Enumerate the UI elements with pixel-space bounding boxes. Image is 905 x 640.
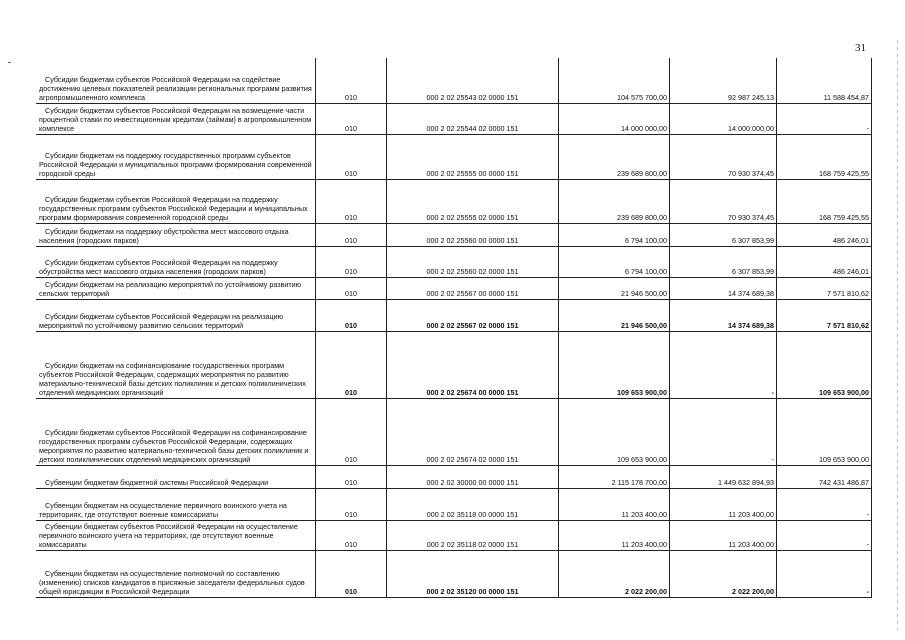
row-executed-amount: 70 930 374,45 [670, 134, 777, 179]
row-description: Субсидии бюджетам субъектов Российской Федерации на поддержку государственных программ субъектов Российской Федерации и муниципальных программ формирования современной городской среды [37, 179, 316, 223]
table-row [37, 550, 872, 597]
row-approved-amount: 239 689 800,00 [559, 134, 670, 179]
row-unexecuted-amount: 168 759 425,55 [777, 179, 872, 223]
row-income-code: 000 2 02 30000 00 0000 151 [387, 465, 559, 488]
row-line-code: 010 [316, 277, 387, 299]
row-unexecuted-amount: 7 571 810,62 [777, 299, 872, 331]
row-description: Субсидии бюджетам субъектов Российской Федерации на реализацию мероприятий по устойчивому развитию сельских территорий [37, 299, 316, 331]
row-executed-amount: 14 374 689,38 [670, 277, 777, 299]
row-income-code: 000 2 02 35118 00 0000 151 [387, 488, 559, 520]
row-line-code: 010 [316, 103, 387, 134]
row-executed-amount: 11 203 400,00 [670, 488, 777, 520]
row-executed-amount: - [670, 331, 777, 398]
row-income-code: 000 2 02 35118 02 0000 151 [387, 520, 559, 550]
row-income-code: 000 2 02 25560 02 0000 151 [387, 246, 559, 277]
row-unexecuted-amount: 168 759 425,55 [777, 134, 872, 179]
scan-mark [8, 62, 11, 63]
row-line-code: 010 [316, 465, 387, 488]
row-executed-amount: 2 022 200,00 [670, 550, 777, 597]
row-executed-amount: 14 000 000,00 [670, 103, 777, 134]
table-row [37, 103, 872, 134]
row-income-code: 000 2 02 25567 00 0000 151 [387, 277, 559, 299]
row-approved-amount: 109 653 900,00 [559, 331, 670, 398]
table-row [37, 398, 872, 465]
row-income-code: 000 2 02 25544 02 0000 151 [387, 103, 559, 134]
table-row [37, 277, 872, 299]
row-description: Субсидии бюджетам субъектов Российской Федерации на поддержку обустройства мест массового отдыха населения (городских парков) [37, 246, 316, 277]
row-description: Субвенции бюджетам на осуществление полномочий по составлению (изменению) списков кандидатов в присяжные заседатели федеральных судов общей юрисдикции в Российской Федерации [37, 550, 316, 597]
row-line-code: 010 [316, 520, 387, 550]
row-line-code: 010 [316, 223, 387, 246]
row-line-code: 010 [316, 488, 387, 520]
row-income-code: 000 2 02 35120 00 0000 151 [387, 550, 559, 597]
table-row [37, 246, 872, 277]
row-unexecuted-amount: - [777, 103, 872, 134]
row-income-code: 000 2 02 25543 02 0000 151 [387, 58, 559, 103]
table-row [37, 179, 872, 223]
row-line-code: 010 [316, 58, 387, 103]
page-number: 31 [855, 42, 866, 54]
row-executed-amount: 6 307 853,99 [670, 246, 777, 277]
row-income-code: 000 2 02 25674 00 0000 151 [387, 331, 559, 398]
row-line-code: 010 [316, 246, 387, 277]
row-unexecuted-amount: - [777, 488, 872, 520]
row-approved-amount: 21 946 500,00 [559, 277, 670, 299]
row-description: Субсидии бюджетам субъектов Российской Федерации на возмещение части процентной ставки по инвестиционным кредитам (займам) в агропромышленном комплексе [37, 103, 316, 134]
row-approved-amount: 11 203 400,00 [559, 488, 670, 520]
row-description: Субсидии бюджетам на поддержку государственных программ субъектов Российской Федерации и муниципальных программ формирования современной городской среды [37, 134, 316, 179]
row-approved-amount: 6 794 100,00 [559, 246, 670, 277]
budget-table [36, 58, 872, 598]
row-income-code: 000 2 02 25674 02 0000 151 [387, 398, 559, 465]
row-line-code: 010 [316, 331, 387, 398]
row-approved-amount: 239 689 800,00 [559, 179, 670, 223]
row-executed-amount: 11 203 400,00 [670, 520, 777, 550]
table-row [37, 331, 872, 398]
row-description: Субвенции бюджетам на осуществление первичного воинского учета на территориях, где отсутствуют военные комиссариаты [37, 488, 316, 520]
row-unexecuted-amount: 742 431 486,87 [777, 465, 872, 488]
row-description: Субвенции бюджетам субъектов Российской Федерации на осуществление первичного воинского учета на территориях, где отсутствуют военные комиссариаты [37, 520, 316, 550]
row-unexecuted-amount: 7 571 810,62 [777, 277, 872, 299]
table-row [37, 488, 872, 520]
row-description: Субсидии бюджетам субъектов Российской Федерации на софинансирование государственных программ субъектов Российской Федерации, содержащих мероприятия по развитию материально-технической базы детских поликлиник и детских поликлинических отделений медицинских организаций [37, 398, 316, 465]
row-approved-amount: 104 575 700,00 [559, 58, 670, 103]
table-row [37, 299, 872, 331]
row-executed-amount: 92 987 245,13 [670, 58, 777, 103]
row-description: Субсидии бюджетам субъектов Российской Федерации на содействие достижению целевых показателей реализации региональных программ развития агропромышленного комплекса [37, 58, 316, 103]
row-executed-amount: 1 449 632 894,93 [670, 465, 777, 488]
row-income-code: 000 2 02 25560 00 0000 151 [387, 223, 559, 246]
row-unexecuted-amount: 486 246,01 [777, 246, 872, 277]
row-description: Субсидии бюджетам на реализацию мероприятий по устойчивому развитию сельских территорий [37, 277, 316, 299]
row-income-code: 000 2 02 25555 00 0000 151 [387, 134, 559, 179]
table-row [37, 223, 872, 246]
row-unexecuted-amount: 109 653 900,00 [777, 398, 872, 465]
row-income-code: 000 2 02 25555 02 0000 151 [387, 179, 559, 223]
row-unexecuted-amount: - [777, 520, 872, 550]
table-row [37, 134, 872, 179]
row-approved-amount: 2 022 200,00 [559, 550, 670, 597]
page-edge [897, 40, 898, 630]
row-approved-amount: 14 000 000,00 [559, 103, 670, 134]
row-description: Субвенции бюджетам бюджетной системы Российской Федерации [37, 465, 316, 488]
table-row [37, 465, 872, 488]
row-executed-amount: - [670, 398, 777, 465]
row-executed-amount: 14 374 689,38 [670, 299, 777, 331]
row-executed-amount: 6 307 853,99 [670, 223, 777, 246]
row-unexecuted-amount: 11 588 454,87 [777, 58, 872, 103]
row-income-code: 000 2 02 25567 02 0000 151 [387, 299, 559, 331]
row-unexecuted-amount: - [777, 550, 872, 597]
row-description: Субсидии бюджетам на поддержку обустройства мест массового отдыха населения (городских парков) [37, 223, 316, 246]
row-line-code: 010 [316, 550, 387, 597]
row-line-code: 010 [316, 398, 387, 465]
row-approved-amount: 109 653 900,00 [559, 398, 670, 465]
table-row [37, 58, 872, 103]
row-executed-amount: 70 930 374,45 [670, 179, 777, 223]
row-description: Субсидии бюджетам на софинансирование государственных программ субъектов Российской Федерации, содержащих мероприятия по развитию материально-технической базы детских поликлиник и детских поликлинических отделений медицинских организаций [37, 331, 316, 398]
row-approved-amount: 6 794 100,00 [559, 223, 670, 246]
row-approved-amount: 11 203 400,00 [559, 520, 670, 550]
row-line-code: 010 [316, 179, 387, 223]
row-line-code: 010 [316, 134, 387, 179]
row-unexecuted-amount: 109 653 900,00 [777, 331, 872, 398]
row-approved-amount: 2 115 178 700,00 [559, 465, 670, 488]
row-line-code: 010 [316, 299, 387, 331]
row-unexecuted-amount: 486 246,01 [777, 223, 872, 246]
row-approved-amount: 21 946 500,00 [559, 299, 670, 331]
table-row [37, 520, 872, 550]
